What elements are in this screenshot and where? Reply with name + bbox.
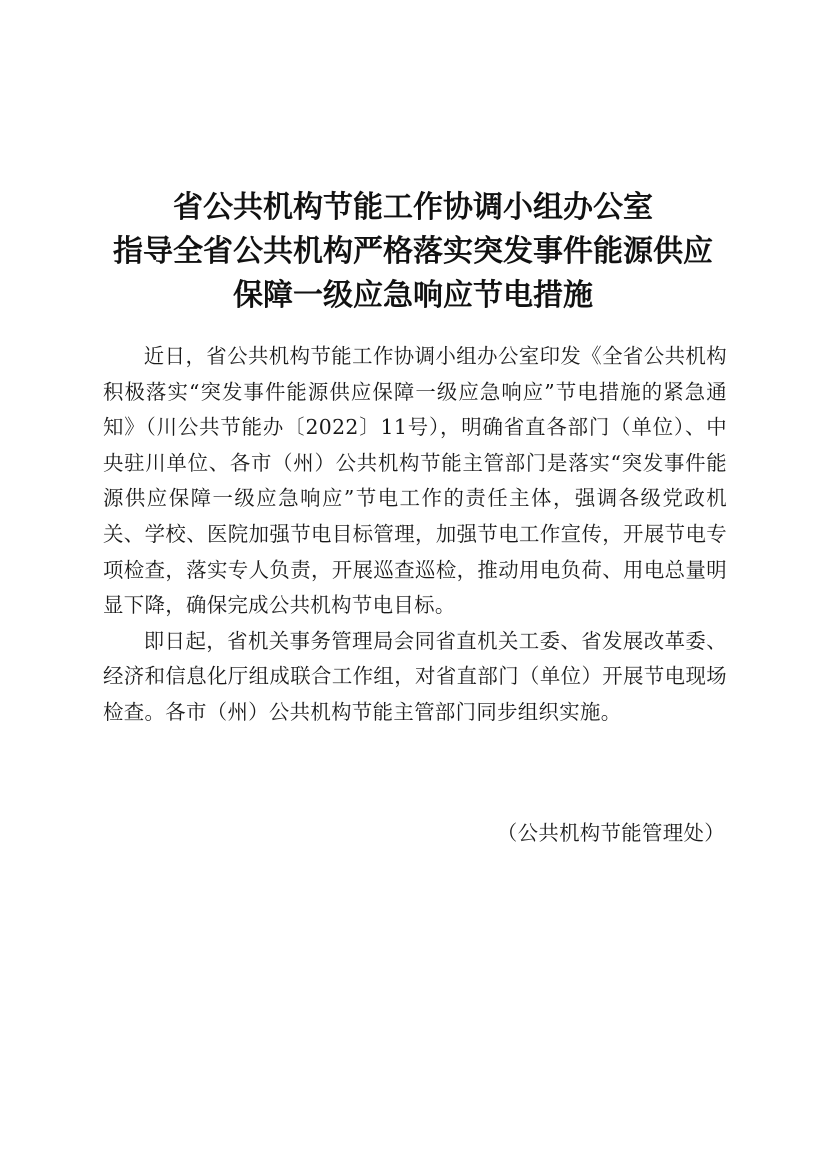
document-body (103, 339, 727, 731)
body-paragraph-1: 近日，省公共机构节能工作协调小组办公室印发《全省公共机构积极落实“突发事件能源供应保障一级应急响应”节电措施的紧急通知》（川公共节能办〔2022〕11号），明确省直各部门（单位）、中央驻川单位、各市（州）公共机构节能主管部门是落实“突发事件能源供应保障一级应急响应”节电工作的责任主体，强调各级党政机关、学校、医院加强节电目标管理，加强节电工作宣传，开展节电专项检查，落实专人负责，开展巡查巡检，推动用电负荷、用电总量明显下降，确保完成公共机构节电目标。 (103, 344, 727, 618)
title-line-2: 指导全省公共机构严格落实突发事件能源供应 (113, 234, 713, 269)
body-paragraph-2: 即日起，省机关事务管理局会同省直机关工委、省发展改革委、经济和信息化厅组成联合工作组，对省直部门（单位）开展节电现场检查。各市（州）公共机构节能主管部门同步组织实施。 (103, 628, 727, 724)
issuer-signature: （公共机构节能管理处） (496, 821, 725, 845)
title-line-3: 保障一级应急响应节电措施 (233, 278, 593, 313)
title-line-1: 省公共机构节能工作协调小组办公室 (173, 190, 653, 225)
document-title (60, 186, 766, 318)
